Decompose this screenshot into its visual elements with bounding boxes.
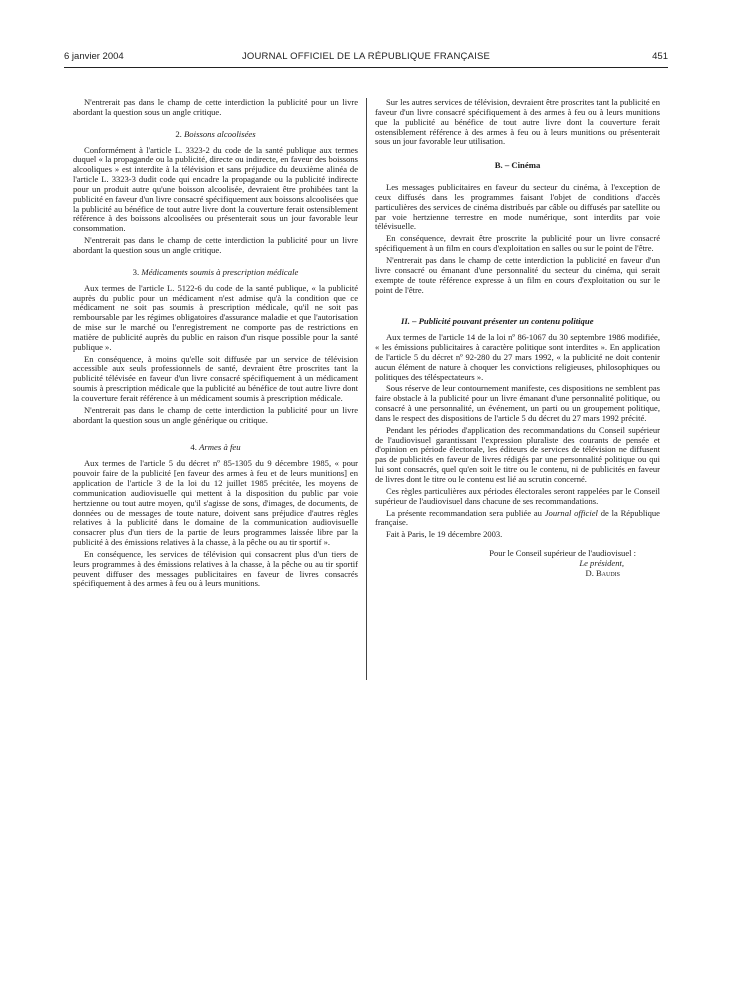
section-heading-medicines — [73, 268, 358, 278]
section-title: Médicaments soumis à prescription médicale — [141, 266, 299, 277]
signature-block — [375, 548, 660, 579]
paragraph: Aux termes de l'article 14 de la loi nº 86-1067 du 30 septembre 1986 modifiée, « les émissions publicitaires à caractère politique sont interdites ». En application de l'article 5 du décret nº 92-280 du 27 mars 1992, « la publicité ne doit contenir aucun élément de nature à choquer les convictions religieuses, philosophiques ou politiques des téléspectateurs ». — [375, 332, 660, 382]
publication-note — [375, 509, 660, 529]
paragraph: Ces règles particulières aux périodes électorales seront rappelées par le Conseil supérieur de l'audiovisuel dans chacune de ses recommandations. — [375, 485, 660, 506]
paragraph: Aux termes de l'article L. 5122-6 du code de la santé publique, « la publicité auprès du public pour un médicament n'est admise qu'à la condition que ce médicament ne soit pas soumis à prescription médicale, qu'il ne soit pas remboursable par les régimes obligatoires d'assurance maladie et que l'autorisation de mise sur le marché ou l'enregistrement ne comporte pas de restrictions en matière de publicité auprès du public en raison d'un risque possible pour la santé publique ». — [73, 282, 358, 352]
paragraph: En conséquence, à moins qu'elle soit diffusée par un service de télévision accessible aux seuls professionnels de santé, devraient être proscrites tant la publicité télévisée en faveur d'un livre consacré spécifiquement à un médicament soumis à prescription médicale que la publicité au bénéfice de tout autre livre dont la couverture ferait référence à un médicament soumis à prescription médicale. — [73, 353, 358, 403]
column-divider — [366, 98, 367, 680]
section-heading-firearms — [73, 443, 358, 453]
paragraph: En conséquence, les services de télévision qui consacrent plus d'un tiers de leurs programmes à des émissions relatives à la chasse, à la pêche ou au tir sportif peuvent diffuser des messages publicitaires en faveur de livres consacrés spécifiquement à des armes à feu ou à leurs munitions. — [73, 548, 358, 589]
publication-note-text: La présente recommandation sera publiée au — [386, 507, 545, 518]
section-heading-alcohol — [73, 130, 358, 140]
paragraph: Conformément à l'article L. 3323-2 du code de la santé publique aux termes duquel « la propagande ou la publicité, directe ou indirecte, en faveur des boissons alcooliques » est interdite à la télévision et sans préjudice du deuxième alinéa de l'article L. 3323-3 dudit code qui encadre la propagande ou la publicité indirecte pour un produit autre qu'une boisson alcoolisée, devraient être prohibées tant la publicité en faveur d'un livre consacré spécifiquement aux boissons alcoolisées que la publicité au bénéfice de tout autre livre dont la couverture ferait ostensiblement référence à des boissons alcoolisées ou présenterait sous un jour favorable leur consommation. — [73, 144, 358, 234]
paragraph: N'entrerait pas dans le champ de cette interdiction la publicité pour un livre abordant la question sous un angle générique ou critique. — [73, 404, 358, 425]
issue-date: 6 janvier 2004 — [64, 51, 124, 62]
page-header — [64, 51, 668, 65]
signature-title: Le président, — [579, 558, 624, 569]
date-place: Fait à Paris, le 19 décembre 2003. — [386, 529, 503, 540]
section-heading-politics: II. – Publicité pouvant présenter un contenu politique — [401, 316, 594, 327]
section-title: Boissons alcoolisées — [184, 128, 256, 139]
paragraph: N'entrerait pas dans le champ de cette interdiction la publicité en faveur d'un livre consacré ou émanant d'une personnalité du secteur du cinéma, qui serait exempte de toute référence expresse à un film en cours d'exploitation ou sur le point de l'être. — [375, 254, 660, 295]
section-number: 3. — [132, 266, 140, 277]
paragraph: Sous réserve de leur contournement manifeste, ces dispositions ne semblent pas faire obstacle à la publicité pour un livre émanant d'une personnalité politique, ou consacré à une personnalité, un événement, un parti ou un groupement politique, dans le respect des dispositions de l'article 5 du décret du 27 mars 1992 précité. — [375, 383, 660, 423]
paragraph: N'entrerait pas dans le champ de cette interdiction la publicité pour un livre abordant la question sous un angle critique. — [73, 97, 358, 117]
section-heading-cinema: B. – Cinéma — [494, 160, 541, 171]
header-rule — [64, 67, 668, 68]
section-title: Armes à feu — [199, 442, 241, 453]
paragraph: N'entrerait pas dans le champ de cette interdiction la publicité pour un livre abordant la question sous un angle critique. — [73, 235, 358, 255]
paragraph: En conséquence, devrait être proscrite la publicité pour un livre consacré spécifiquement à un film en cours d'exploitation en salles ou sur le point de l'être. — [375, 233, 660, 254]
journal-title: JOURNAL OFFICIEL DE LA RÉPUBLIQUE FRANÇAISE — [241, 51, 491, 62]
paragraph: Sur les autres services de télévision, devraient être proscrites tant la publicité en faveur d'un livre consacré spécifiquement à des armes à feu ou à leurs munitions que la publicité au bénéfice de tout autre livre dont la couverture ferait ostensiblement référence à des armes à feu ou à leurs munitions ou présenterait sous un jour favorable leur utilisation. — [375, 97, 660, 147]
section-number: 2. — [175, 128, 182, 139]
paragraph: Pendant les périodes d'application des recommandations du Conseil supérieur de l'audiovisuel garantissant l'expression pluraliste des courants de pensée et d'opinion en période électorale, les éditeurs de services de télévision ne diffusent pas de publicités en faveur de livres rédigés par une personnalité politique ou qui lui sont consacrés, quel qu'en soit le titre ou le contenu, ni de publicités en faveur de livres dont le titre ou le contenu est lié au scrutin concerné. — [375, 424, 660, 484]
journal-name: Journal officiel — [544, 507, 598, 518]
signature-for: Pour le Conseil supérieur de l'audiovisuel : — [489, 548, 636, 559]
section-number: 4. — [190, 442, 197, 453]
signature-name: D. Baudis — [585, 568, 620, 579]
paragraph: Les messages publicitaires en faveur du secteur du cinéma, à l'exception de ceux diffusés dans les programmes faisant l'objet de conditions d'accès particulières des services de cinéma distribués par câble ou diffusés par satellite ou par voie hertzienne terrestre en mode numérique, sont interdits par voie télévisuelle. — [375, 182, 660, 232]
publication-note-text: de la République française. — [375, 507, 660, 528]
page-number: 451 — [652, 51, 668, 62]
right-column — [375, 98, 660, 579]
paragraph: Aux termes de l'article 5 du décret nº 85-1305 du 9 décembre 1985, « pour pouvoir faire de la publicité [en faveur des armes à feu et de leurs munitions] en application de l'article 3 de la loi du 12 juillet 1985 précitée, les moyens de communication audiovisuelle qui mettent à la disposition du public par voie hertzienne ou tout autre moyen, qu'il s'agisse de sons, d'images, de documents, de données ou de messages de toute nature, doivent sans préjudice d'autres règles relatives à la publicité dans le domaine de la communication audiovisuelle consacrer plus d'un tiers de la partie de leurs programmes laissée libre par la publicité à des émissions relatives à la chasse, à la pêche ou au tir sportif ». — [73, 458, 358, 548]
left-column — [73, 98, 358, 591]
